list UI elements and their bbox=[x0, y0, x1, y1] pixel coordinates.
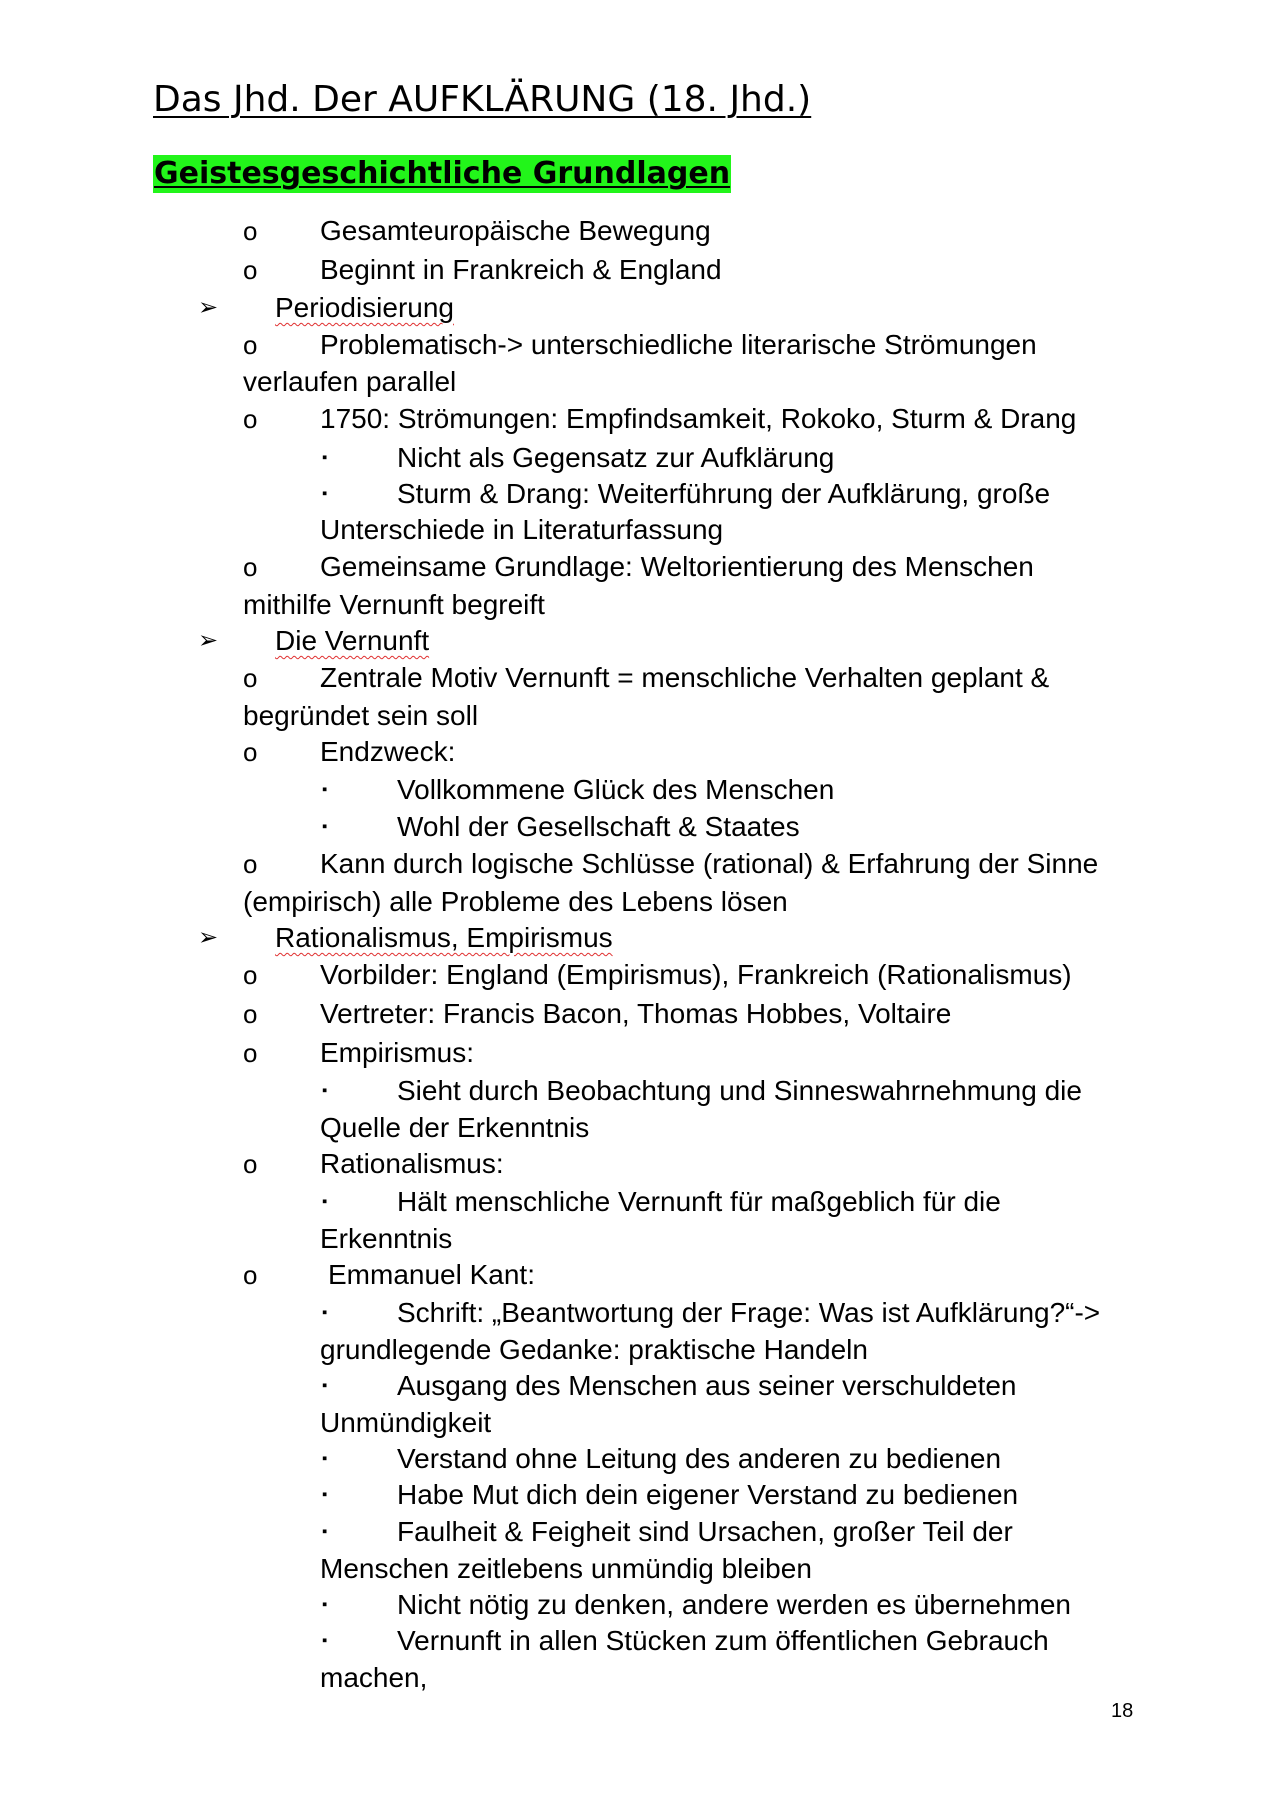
circle-bullet: o bbox=[243, 1149, 258, 1179]
list-item-continuation: (empirisch) alle Probleme des Lebens lösen bbox=[243, 886, 788, 917]
square-bullet: ▪ bbox=[322, 1486, 328, 1503]
square-bullet: ▪ bbox=[322, 1082, 328, 1099]
sub-list-item: Verstand ohne Leitung des anderen zu bedienen bbox=[397, 1443, 1002, 1474]
circle-bullet: o bbox=[243, 999, 258, 1029]
circle-bullet: o bbox=[243, 1038, 258, 1068]
section-label-rationalismus: Rationalismus, Empirismus bbox=[275, 922, 613, 953]
square-bullet: ▪ bbox=[322, 1450, 328, 1467]
list-item: Kann durch logische Schlüsse (rational) & Erfahrung der Sinne bbox=[320, 848, 1099, 879]
list-item: 1750: Strömungen: Empfindsamkeit, Rokoko, Sturm & Drang bbox=[320, 403, 1077, 434]
square-bullet: ▪ bbox=[322, 485, 328, 502]
circle-bullet: o bbox=[243, 960, 258, 990]
square-bullet: ▪ bbox=[322, 781, 328, 798]
list-item: Vorbilder: England (Empirismus), Frankreich (Rationalismus) bbox=[320, 959, 1072, 990]
sub-list-item: Nicht als Gegensatz zur Aufklärung bbox=[397, 442, 835, 473]
square-bullet: ▪ bbox=[322, 1596, 328, 1613]
square-bullet: ▪ bbox=[322, 1377, 328, 1394]
sub-list-item-continuation: grundlegende Gedanke: praktische Handeln bbox=[320, 1334, 868, 1365]
sub-list-item: Vernunft in allen Stücken zum öffentlichen Gebrauch bbox=[397, 1625, 1049, 1656]
list-item: Emmanuel Kant: bbox=[328, 1259, 535, 1290]
list-item: Vertreter: Francis Bacon, Thomas Hobbes, Voltaire bbox=[320, 998, 952, 1029]
section-label-vernunft: Die Vernunft bbox=[275, 625, 430, 656]
sub-list-item-continuation: Quelle der Erkenntnis bbox=[320, 1112, 590, 1143]
sub-list-item: Hält menschliche Vernunft für maßgeblich für die bbox=[397, 1186, 1001, 1217]
circle-bullet: o bbox=[243, 849, 258, 879]
sub-list-item: Sieht durch Beobachtung und Sinneswahrnehmung die bbox=[397, 1075, 1082, 1106]
list-item: Beginnt in Frankreich & England bbox=[320, 254, 722, 285]
circle-bullet: o bbox=[243, 1260, 258, 1290]
sub-list-item-continuation: machen, bbox=[320, 1662, 428, 1693]
circle-bullet: o bbox=[243, 255, 258, 285]
square-bullet: ▪ bbox=[322, 1523, 328, 1540]
sub-list-item: Habe Mut dich dein eigener Verstand zu bedienen bbox=[397, 1479, 1019, 1510]
sub-list-item-continuation: Unmündigkeit bbox=[320, 1407, 492, 1438]
arrow-bullet-icon: ➢ bbox=[198, 924, 219, 951]
square-bullet: ▪ bbox=[322, 449, 328, 466]
sub-list-item: Faulheit & Feigheit sind Ursachen, großer Teil der bbox=[397, 1516, 1013, 1547]
list-item: Problematisch-> unterschiedliche literarische Strömungen bbox=[320, 329, 1037, 360]
circle-bullet: o bbox=[243, 663, 258, 693]
circle-bullet: o bbox=[243, 216, 258, 246]
list-item: Gesamteuropäische Bewegung bbox=[320, 215, 711, 246]
sub-list-item: Vollkommene Glück des Menschen bbox=[397, 774, 835, 805]
sub-list-item: Wohl der Gesellschaft & Staates bbox=[397, 811, 800, 842]
section-label-periodisierung: Periodisierung bbox=[275, 292, 454, 323]
sub-list-item: Schrift: „Beantwortung der Frage: Was ist Aufklärung?“-> bbox=[397, 1297, 1101, 1328]
sub-list-item-continuation: Menschen zeitlebens unmündig bleiben bbox=[320, 1553, 812, 1584]
list-item: Endzweck: bbox=[320, 736, 456, 767]
sub-list-item: Ausgang des Menschen aus seiner verschuldeten bbox=[397, 1370, 1017, 1401]
arrow-bullet-icon: ➢ bbox=[198, 294, 219, 321]
circle-bullet: o bbox=[243, 330, 258, 360]
section-heading: Geistesgeschichtliche Grundlagen bbox=[154, 156, 731, 191]
circle-bullet: o bbox=[243, 737, 258, 767]
circle-bullet: o bbox=[243, 404, 258, 434]
list-item: Gemeinsame Grundlage: Weltorientierung des Menschen bbox=[320, 551, 1034, 582]
sub-list-item-continuation: Unterschiede in Literaturfassung bbox=[320, 514, 724, 545]
page-title: Das Jhd. Der AUFKLÄRUNG (18. Jhd.) bbox=[153, 79, 812, 120]
arrow-bullet-icon: ➢ bbox=[198, 627, 219, 654]
circle-bullet: o bbox=[243, 552, 258, 582]
square-bullet: ▪ bbox=[322, 1193, 328, 1210]
list-item-continuation: mithilfe Vernunft begreift bbox=[243, 589, 545, 620]
square-bullet: ▪ bbox=[322, 1632, 328, 1649]
list-item: Rationalismus: bbox=[320, 1148, 504, 1179]
list-item-continuation: begründet sein soll bbox=[243, 700, 479, 731]
sub-list-item: Nicht nötig zu denken, andere werden es übernehmen bbox=[397, 1589, 1071, 1620]
sub-list-item: Sturm & Drang: Weiterführung der Aufklärung, große bbox=[397, 478, 1051, 509]
list-item: Empirismus: bbox=[320, 1037, 475, 1068]
square-bullet: ▪ bbox=[322, 818, 328, 835]
sub-list-item-continuation: Erkenntnis bbox=[320, 1223, 453, 1254]
square-bullet: ▪ bbox=[322, 1304, 328, 1321]
list-item-continuation: verlaufen parallel bbox=[243, 366, 457, 397]
list-item: Zentrale Motiv Vernunft = menschliche Verhalten geplant & bbox=[320, 662, 1050, 693]
page-number: 18 bbox=[1111, 1700, 1134, 1722]
